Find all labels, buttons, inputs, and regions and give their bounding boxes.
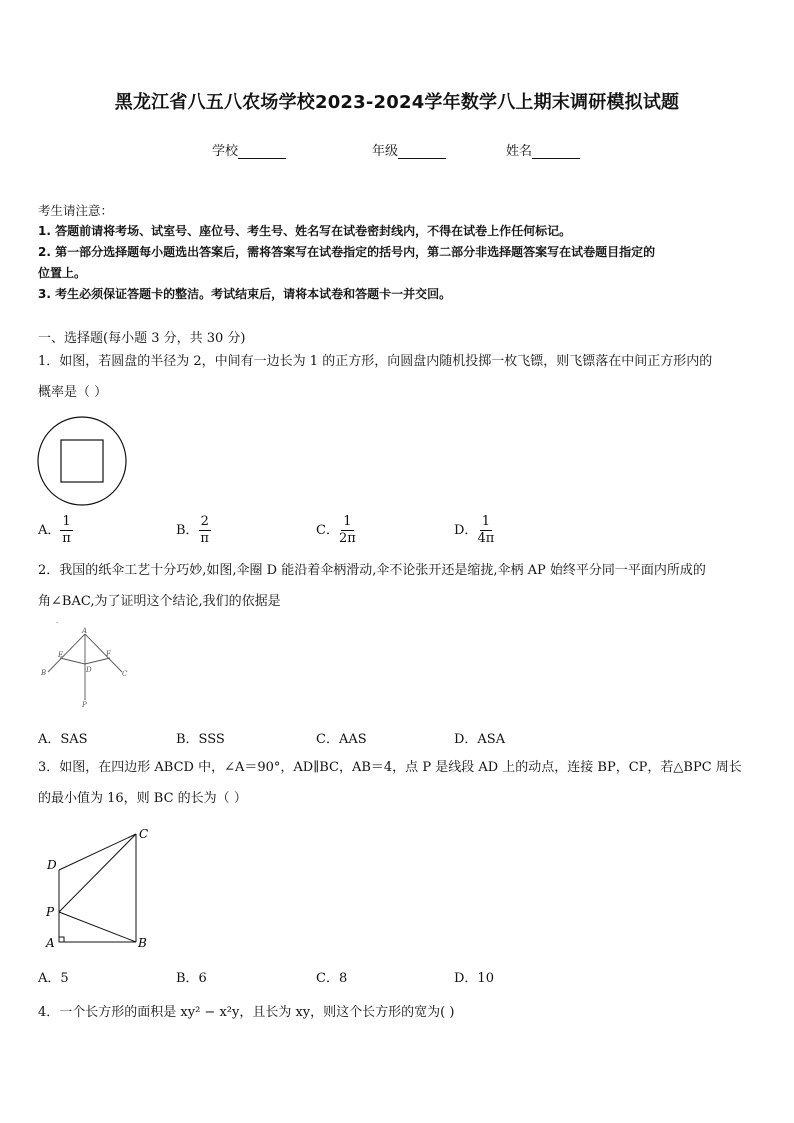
grade-label: 年级 <box>372 144 399 159</box>
label-p: P <box>46 905 55 919</box>
name-blank <box>532 145 580 159</box>
school-label: 学校 <box>212 144 239 159</box>
school-blank <box>238 145 286 159</box>
question-3-line1: 3．如图，在四边形 ABCD 中，∠A＝90°，AD∥BC，AB＝4，点 P 是线段 AD 上的动点，连接 BP，CP，若△BPC 周长 <box>38 760 742 775</box>
name-field <box>506 140 580 159</box>
q2-option-c: C．AAS <box>316 732 367 747</box>
question-2-line1: 2．我国的纸伞工艺十分巧妙,如图,伞圈 D 能沿着伞柄滑动,伞不论张开还是缩拢,伞柄 AP 始终平分同一平面内所成的 <box>38 563 706 578</box>
label-e: E <box>58 651 64 659</box>
question-1-line1: 1．如图，若圆盘的半径为 2，中间有一边长为 1 的正方形，向圆盘内随机投掷一枚飞镖，则飞镖落在中间正方形内的 <box>38 354 713 369</box>
q3-option-d: D．10 <box>454 971 494 986</box>
notice-heading: 考生请注意： <box>38 203 114 218</box>
question-2 <box>38 555 758 617</box>
question-2-line2: 角∠BAC,为了证明这个结论,我们的依据是 <box>38 594 281 609</box>
notice-item: 位置上。 <box>38 266 87 280</box>
q3-option-a: A．5 <box>38 971 69 986</box>
label-b: B <box>138 936 147 950</box>
question-4-line1: 4．一个长方形的面积是 xy² − x²y，且长为 xy，则这个长方形的宽为( ) <box>38 1005 455 1020</box>
grade-field <box>372 140 446 159</box>
question-4 <box>38 997 758 1028</box>
q1-option-b: B． $\frac{2}{\pi}$ <box>176 514 209 546</box>
figure-dot: · <box>56 620 59 627</box>
circle-square-figure <box>36 415 130 509</box>
label-c: C <box>139 827 149 841</box>
school-field <box>212 140 286 159</box>
umbrella-figure <box>36 620 136 712</box>
label-p: P <box>82 701 87 709</box>
q1-option-d: D． $\frac{1}{4\pi}$ <box>454 514 495 546</box>
label-b: B <box>41 669 47 677</box>
q2-option-a: A．SAS <box>38 732 88 747</box>
label-d: D <box>47 858 57 872</box>
q2-option-d: D．ASA <box>454 732 506 747</box>
page-title: 黑龙江省八五八农场学校2023-2024学年数学八上期末调研模拟试题 <box>114 92 680 113</box>
quadrilateral-figure <box>40 822 160 952</box>
question-3 <box>38 752 758 814</box>
label-f: F <box>106 650 111 658</box>
q1-option-a: A． $\frac{1}{\pi}$ <box>38 514 71 546</box>
label-d: D <box>86 666 92 674</box>
question-3-line2: 的最小值为 16，则 BC 的长为（ ） <box>38 791 247 806</box>
question-1 <box>38 346 758 408</box>
q1-option-c: C． $\frac{1}{2\pi}$ <box>316 514 356 546</box>
label-a: A <box>46 936 55 950</box>
section-heading: 一、选择题(每小题 3 分，共 30 分) <box>38 331 246 346</box>
notice-block <box>38 200 758 305</box>
notice-item: 2. 第一部分选择题每小题选出答案后，需将答案写在试卷指定的括号内，第二部分非选择题答案写在试卷题目指定的 <box>38 245 656 259</box>
notice-item: 3. 考生必须保证答题卡的整洁。考试结束后，请将本试卷和答题卡一并交回。 <box>38 287 452 301</box>
notice-item: 1. 答题前请将考场、试室号、座位号、考生号、姓名写在试卷密封线内，不得在试卷上作任何标记。 <box>38 224 572 238</box>
label-a: A <box>82 627 88 635</box>
question-1-line2: 概率是（ ） <box>38 385 108 400</box>
name-label: 姓名 <box>506 144 533 159</box>
q3-option-b: B．6 <box>176 971 207 986</box>
label-c: C <box>122 670 128 678</box>
grade-blank <box>398 145 446 159</box>
q2-option-b: B．SSS <box>176 732 225 747</box>
q3-option-c: C．8 <box>316 971 348 986</box>
